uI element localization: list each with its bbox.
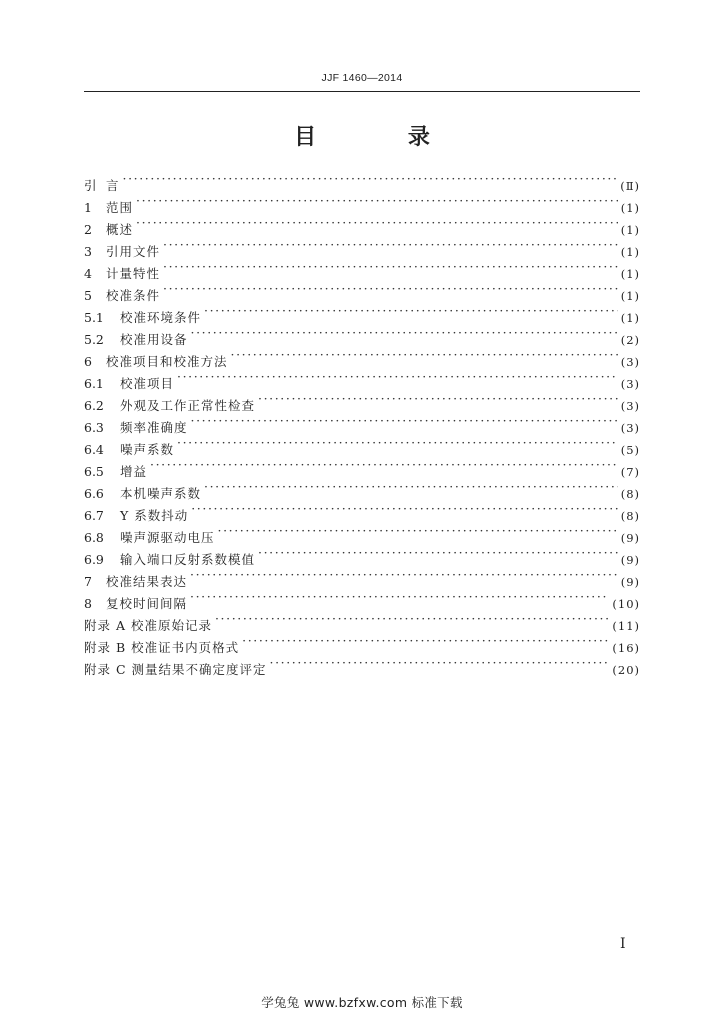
toc-dot-leader — [190, 586, 609, 608]
toc-entry-number: 5 — [84, 288, 92, 303]
toc-dot-leader — [258, 388, 618, 410]
toc-entry-label: 频率准确度 — [120, 420, 188, 435]
toc-entry-number: 5.2 — [84, 332, 104, 347]
table-of-contents — [84, 168, 640, 677]
toc-entry-page: (3) — [620, 377, 640, 391]
toc-entry-label: 本机噪声系数 — [120, 486, 202, 501]
toc-dot-leader — [231, 344, 618, 366]
page-number: I — [620, 936, 626, 952]
toc-entry-label: Y 系数抖动 — [120, 508, 189, 523]
toc-dot-leader — [163, 256, 618, 278]
toc-entry-number: 引 — [84, 178, 97, 193]
toc-entry-page: (1) — [620, 311, 640, 325]
toc-entry-number: 6 — [84, 354, 92, 369]
toc-dot-leader — [218, 520, 618, 542]
toc-entry-number: 7 — [84, 574, 92, 589]
toc-entry-number: 6.7 — [84, 508, 104, 523]
toc-entry-page: (7) — [620, 465, 640, 479]
toc-entry[interactable] — [84, 454, 640, 479]
toc-entry-label: 外观及工作正常性检查 — [120, 398, 256, 413]
toc-entry-page: (Ⅱ) — [620, 179, 640, 193]
toc-entry-number: 4 — [84, 266, 92, 281]
toc-dot-leader — [270, 652, 610, 674]
toc-entry-page: (9) — [620, 531, 640, 545]
toc-entry-page: (10) — [612, 597, 640, 611]
toc-entry-label: 增益 — [120, 464, 148, 479]
toc-dot-leader — [242, 630, 609, 652]
toc-entry-label: 范围 — [106, 200, 134, 215]
toc-entry-label: 言 — [106, 178, 120, 193]
toc-entry-label: 计量特性 — [106, 266, 161, 281]
toc-entry[interactable] — [84, 256, 640, 281]
toc-entry[interactable] — [84, 278, 640, 303]
toc-entry-page: (9) — [620, 575, 640, 589]
toc-entry-number: 6.2 — [84, 398, 104, 413]
toc-dot-leader — [177, 432, 618, 454]
toc-entry-page: (16) — [612, 641, 640, 655]
toc-entry-number: 8 — [84, 596, 92, 611]
toc-entry-label: 附录 A 校准原始记录 — [84, 618, 212, 633]
toc-entry[interactable] — [84, 476, 640, 501]
header-divider — [84, 91, 640, 92]
toc-entry-number: 6.3 — [84, 420, 104, 435]
toc-dot-leader — [204, 300, 618, 322]
toc-entry-label: 校准条件 — [106, 288, 161, 303]
toc-dot-leader — [190, 564, 618, 586]
toc-entry-number: 6.6 — [84, 486, 104, 501]
toc-entry-label: 概述 — [106, 222, 134, 237]
toc-entry[interactable] — [84, 234, 640, 259]
toc-entry-label: 噪声系数 — [120, 442, 175, 457]
toc-entry-number: 2 — [84, 222, 92, 237]
toc-entry-number: 1 — [84, 200, 92, 215]
toc-entry-number: 6.5 — [84, 464, 104, 479]
toc-dot-leader — [258, 542, 618, 564]
toc-entry[interactable] — [84, 212, 640, 237]
toc-dot-leader — [191, 410, 618, 432]
toc-entry-page: (5) — [620, 443, 640, 457]
toc-entry-page: (3) — [620, 421, 640, 435]
standard-code: JJF 1460—2014 — [321, 72, 403, 84]
toc-dot-leader — [123, 168, 618, 190]
toc-entry-page: (1) — [620, 201, 640, 215]
toc-entry-label: 校准结果表达 — [106, 574, 188, 589]
toc-entry-label: 校准项目和校准方法 — [106, 354, 228, 369]
toc-dot-leader — [163, 278, 618, 300]
toc-entry-label: 附录 B 校准证书内页格式 — [84, 640, 240, 655]
toc-entry-number: 5.1 — [84, 310, 104, 325]
toc-entry-number: 6.4 — [84, 442, 104, 457]
page-title: 目 录 — [294, 125, 472, 150]
toc-entry-page: (2) — [620, 333, 640, 347]
toc-entry-page: (20) — [612, 663, 640, 677]
toc-entry-number: 6.9 — [84, 552, 104, 567]
toc-entry-page: (8) — [620, 487, 640, 501]
toc-dot-leader — [215, 608, 609, 630]
toc-entry-label: 引用文件 — [106, 244, 161, 259]
toc-entry-page: (3) — [620, 399, 640, 413]
toc-entry-page: (1) — [620, 289, 640, 303]
toc-entry-label: 复校时间间隔 — [106, 596, 188, 611]
toc-entry-number: 3 — [84, 244, 92, 259]
toc-dot-leader — [191, 498, 617, 520]
toc-entry-label: 校准用设备 — [120, 332, 188, 347]
toc-entry[interactable] — [84, 168, 640, 193]
toc-entry-label: 附录 C 测量结果不确定度评定 — [84, 662, 267, 677]
toc-dot-leader — [136, 212, 618, 234]
toc-entry-number: 6.8 — [84, 530, 104, 545]
toc-entry-page: (3) — [620, 355, 640, 369]
toc-entry-page: (1) — [620, 267, 640, 281]
toc-entry-label: 噪声源驱动电压 — [120, 530, 215, 545]
toc-entry-number: 6.1 — [84, 376, 104, 391]
toc-entry-label: 校准环境条件 — [120, 310, 202, 325]
footer-watermark: 学兔兔 www.bzfxw.com 标准下载 — [261, 995, 463, 1010]
toc-entry-page: (8) — [620, 509, 640, 523]
toc-entry-page: (9) — [620, 553, 640, 567]
toc-dot-leader — [136, 190, 618, 212]
toc-entry-page: (11) — [612, 619, 640, 633]
toc-dot-leader — [163, 234, 618, 256]
toc-dot-leader — [191, 322, 618, 344]
toc-entry[interactable] — [84, 300, 640, 325]
toc-entry[interactable] — [84, 190, 640, 215]
toc-entry-label: 输入端口反射系数模值 — [120, 552, 256, 567]
toc-entry-label: 校准项目 — [120, 376, 175, 391]
toc-entry-page: (1) — [620, 223, 640, 237]
toc-dot-leader — [177, 366, 618, 388]
toc-dot-leader — [204, 476, 618, 498]
toc-dot-leader — [150, 454, 618, 476]
toc-entry-page: (1) — [620, 245, 640, 259]
